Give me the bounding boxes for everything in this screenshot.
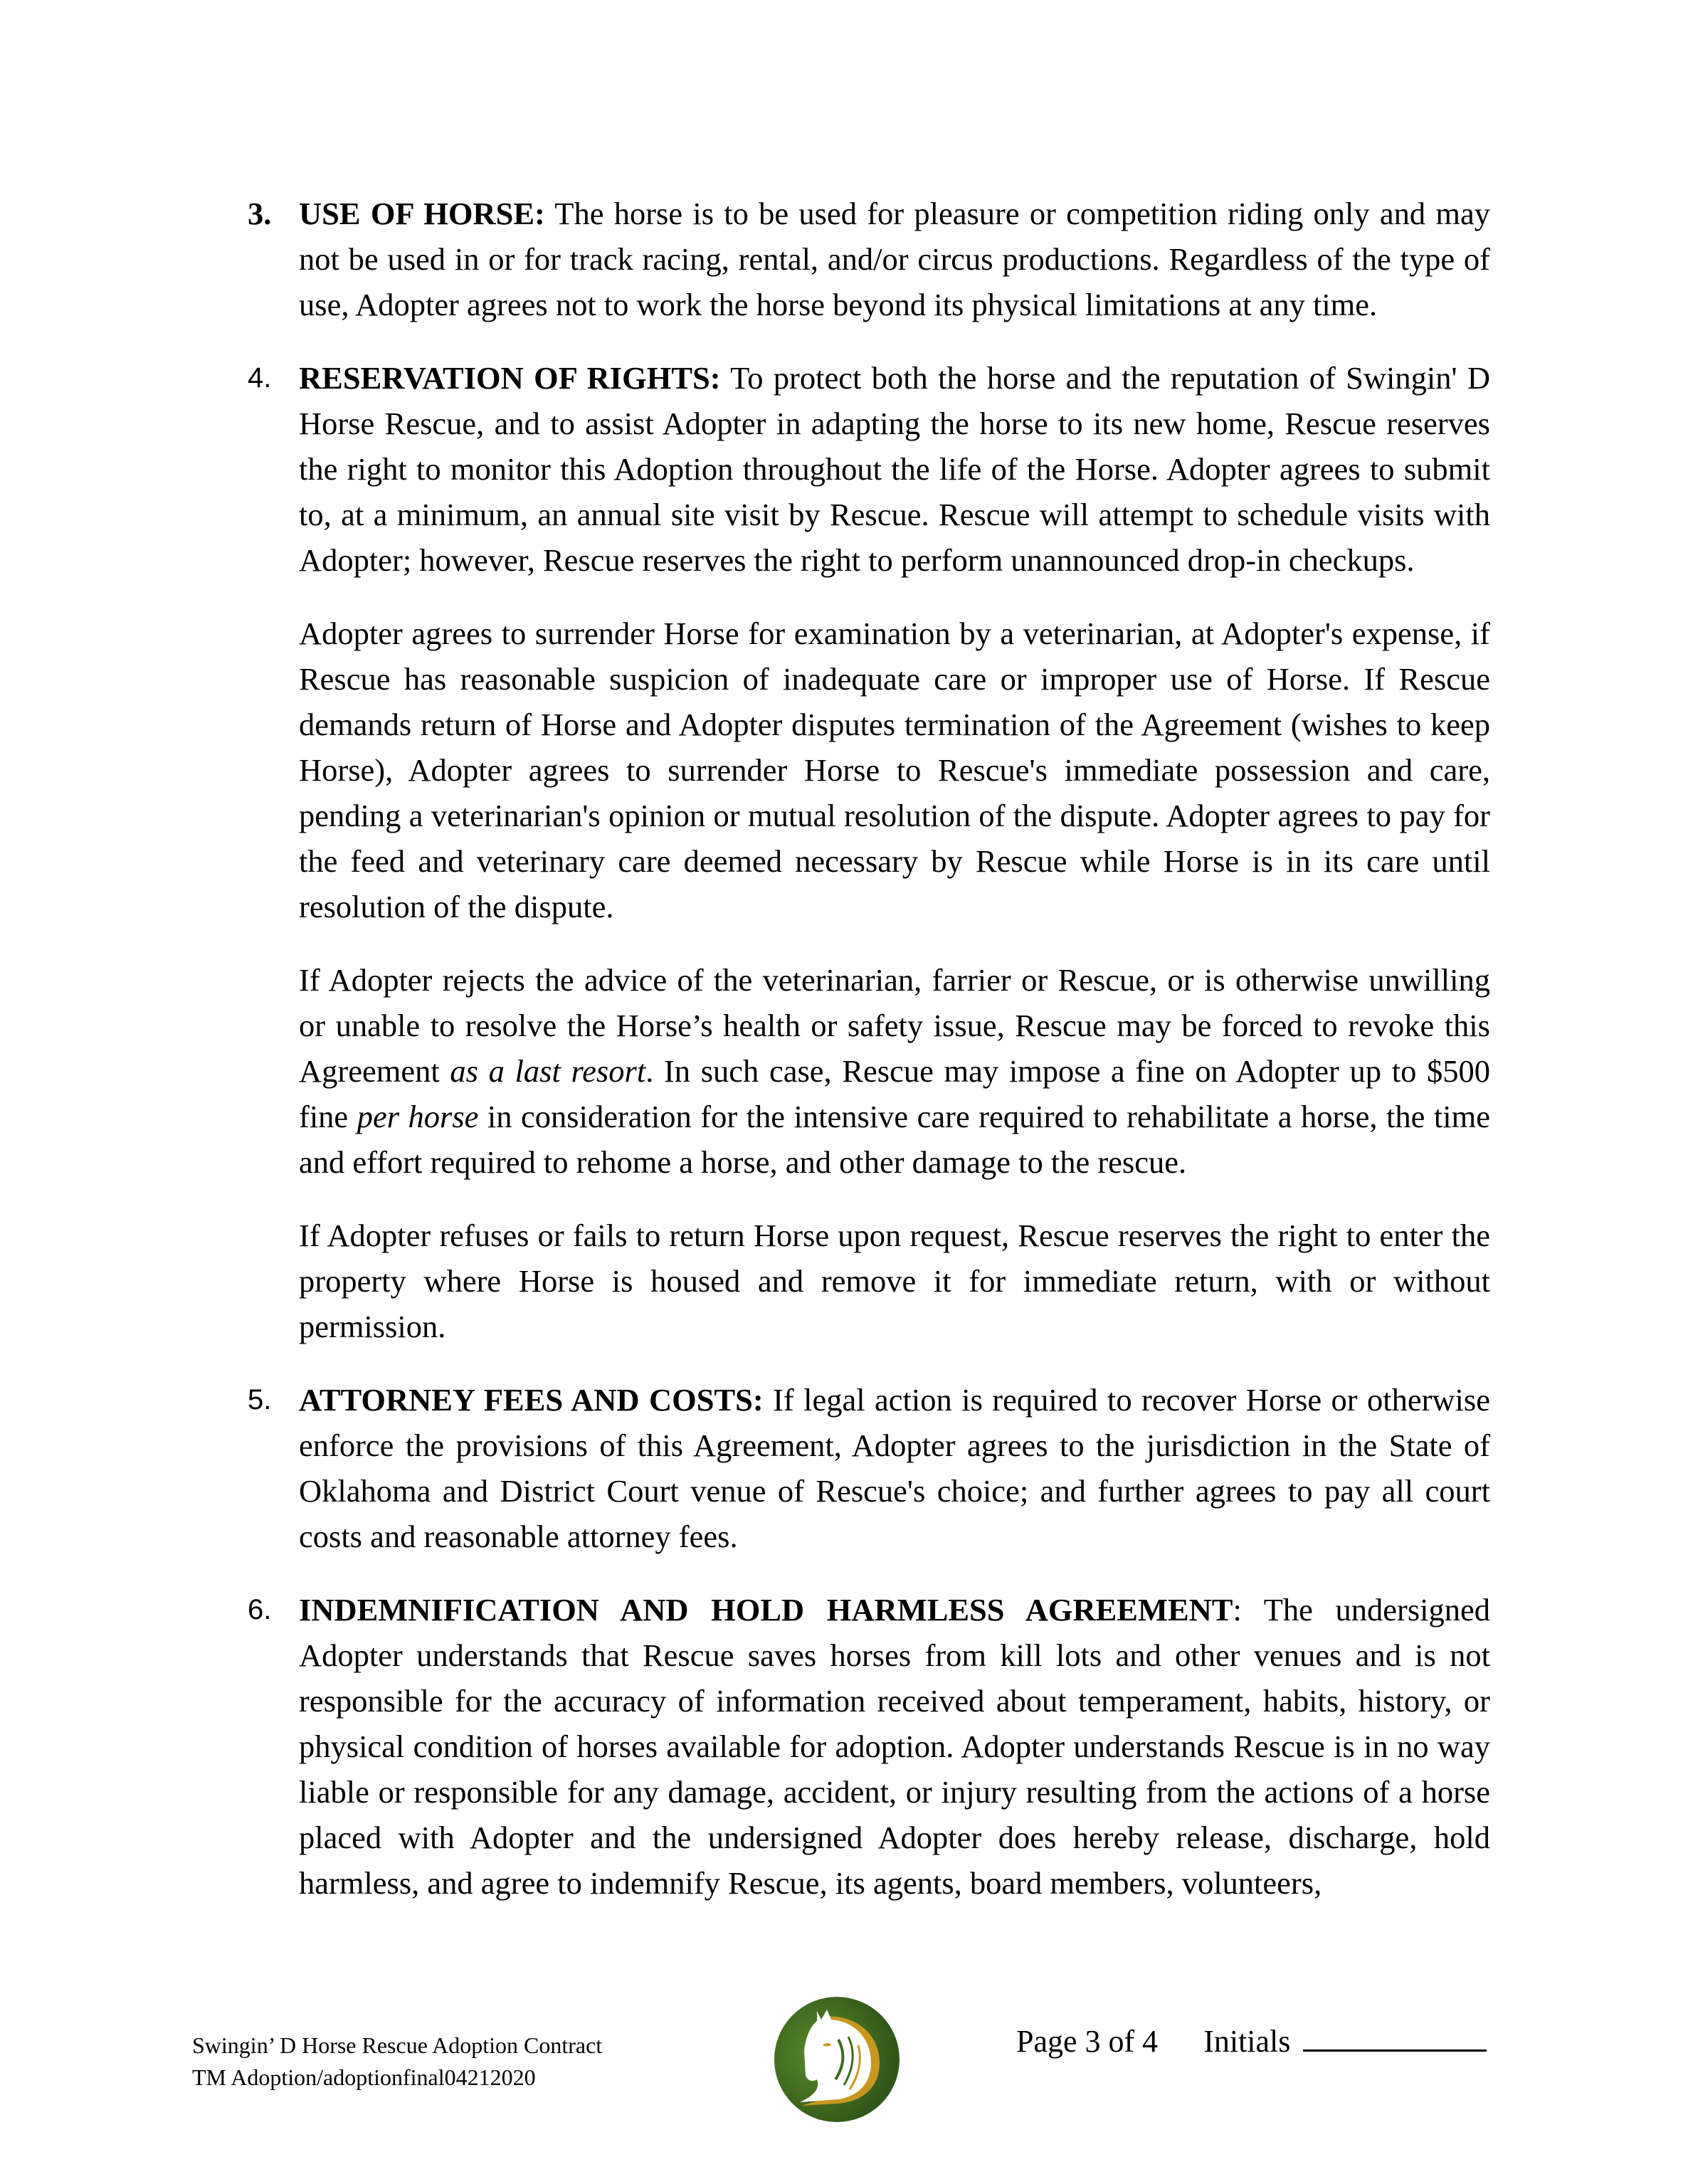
clause-number: 4. xyxy=(248,362,272,394)
clause-paragraph xyxy=(299,1377,1490,1559)
footer-document-info xyxy=(192,2030,602,2094)
clause-text: in consideration for the intensive care required to rehabilitate a horse, the time and effort required to rehome a horse, and other damage to the rescue. xyxy=(299,1099,1490,1180)
footer-title: Swingin’ D Horse Rescue Adoption Contract xyxy=(192,2032,603,2058)
footer-file-ref: TM Adoption/adoptionfinal04212020 xyxy=(192,2064,536,2090)
clause-reservation-of-rights xyxy=(248,355,1490,1349)
page-number: Page 3 of 4 xyxy=(1016,2024,1159,2059)
clause-number: 3. xyxy=(248,196,272,231)
footer-page-info xyxy=(1016,2018,1487,2062)
clause-paragraph xyxy=(299,957,1490,1185)
initials-field[interactable] xyxy=(1303,2018,1487,2052)
contract-body xyxy=(248,191,1490,1934)
clause-text: If Adopter rejects the advice of the veterinarian, farrier or Rescue, or is otherwise unwilling or unable to resolve the Horse’s health or safety issue, Rescue may be forced to revoke this Agreement xyxy=(299,962,1490,1089)
horse-head-logo-icon xyxy=(773,1995,901,2124)
clause-text: The undersigned Adopter understands that Rescue saves horses from kill lots and other venues and is not responsible for the accuracy of information received about temperament, habits, history, or physical condition of horses available for adoption. Adopter understands Rescue is in no way liable or responsible for any damage, accident, or injury resulting from the actions of a horse placed with Adopter and the undersigned Adopter does hereby release, discharge, hold harmless, and agree to indemnify Rescue, its agents, board members, volunteers, xyxy=(299,1592,1490,1901)
clause-heading: USE OF HORSE: xyxy=(299,196,545,231)
clause-heading-colon: : xyxy=(1233,1592,1242,1628)
clause-heading: RESERVATION OF RIGHTS: xyxy=(299,360,721,396)
clause-paragraph xyxy=(299,355,1490,583)
clause-text: If legal action is required to recover Horse or otherwise enforce the provisions of this Agreement, Adopter agrees to the jurisdiction in the State of Oklahoma and District Court venue of Rescue's choice; and further agrees to pay all court costs and reasonable attorney fees. xyxy=(299,1382,1490,1554)
clause-paragraph: Adopter agrees to surrender Horse for examination by a veterinarian, at Adopter's expense, if Rescue has reasonable suspicion of inadequate care or improper use of Horse. If Rescue demands return of Horse and Adopter disputes termination of the Agreement (wishes to keep Horse), Adopter agrees to surrender Horse to Rescue's immediate possession and care, pending a veterinarian's opinion or mutual resolution of the dispute. Adopter agrees to pay for the feed and veterinary care deemed necessary by Rescue while Horse is in its care until resolution of the dispute. xyxy=(299,616,1490,924)
clause-heading: ATTORNEY FEES AND COSTS: xyxy=(299,1382,764,1418)
clause-text: The horse is to be used for pleasure or competition riding only and may not be used in or for track racing, rental, and/or circus productions. Regardless of the type of use, Adopter agrees not to work the horse beyond its physical limitations at any time. xyxy=(299,196,1490,322)
clause-indemnification xyxy=(248,1587,1490,1906)
clause-attorney-fees xyxy=(248,1377,1490,1559)
clause-paragraph xyxy=(299,1587,1490,1906)
clause-number: 5. xyxy=(248,1384,272,1415)
emphasis-text: as a last resort xyxy=(450,1053,646,1089)
clause-number: 6. xyxy=(248,1594,272,1625)
clause-paragraph: If Adopter refuses or fails to return Horse upon request, Rescue reserves the right to enter the property where Horse is housed and remove it for immediate return, with or without permission. xyxy=(299,1218,1490,1344)
clause-text: . In such case, Rescue may impose a fine on Adopter up to $500 fine xyxy=(299,1053,1491,1134)
clause-use-of-horse xyxy=(248,191,1490,327)
clause-text: To protect both the horse and the reputation of Swingin' D Horse Rescue, and to assist Adopter in adapting the horse to its new home, Rescue reserves the right to monitor this Adoption throughout the life of the Horse. Adopter agrees to submit to, at a minimum, an annual site visit by Rescue. Rescue will attempt to schedule visits with Adopter; however, Rescue reserves the right to perform unannounced drop-in checkups. xyxy=(299,360,1490,578)
clause-paragraph xyxy=(299,191,1490,327)
emphasis-text: per horse xyxy=(357,1099,479,1134)
initials-label: Initials xyxy=(1203,2024,1291,2059)
clause-heading: INDEMNIFICATION AND HOLD HARMLESS AGREEMENT xyxy=(299,1592,1233,1628)
